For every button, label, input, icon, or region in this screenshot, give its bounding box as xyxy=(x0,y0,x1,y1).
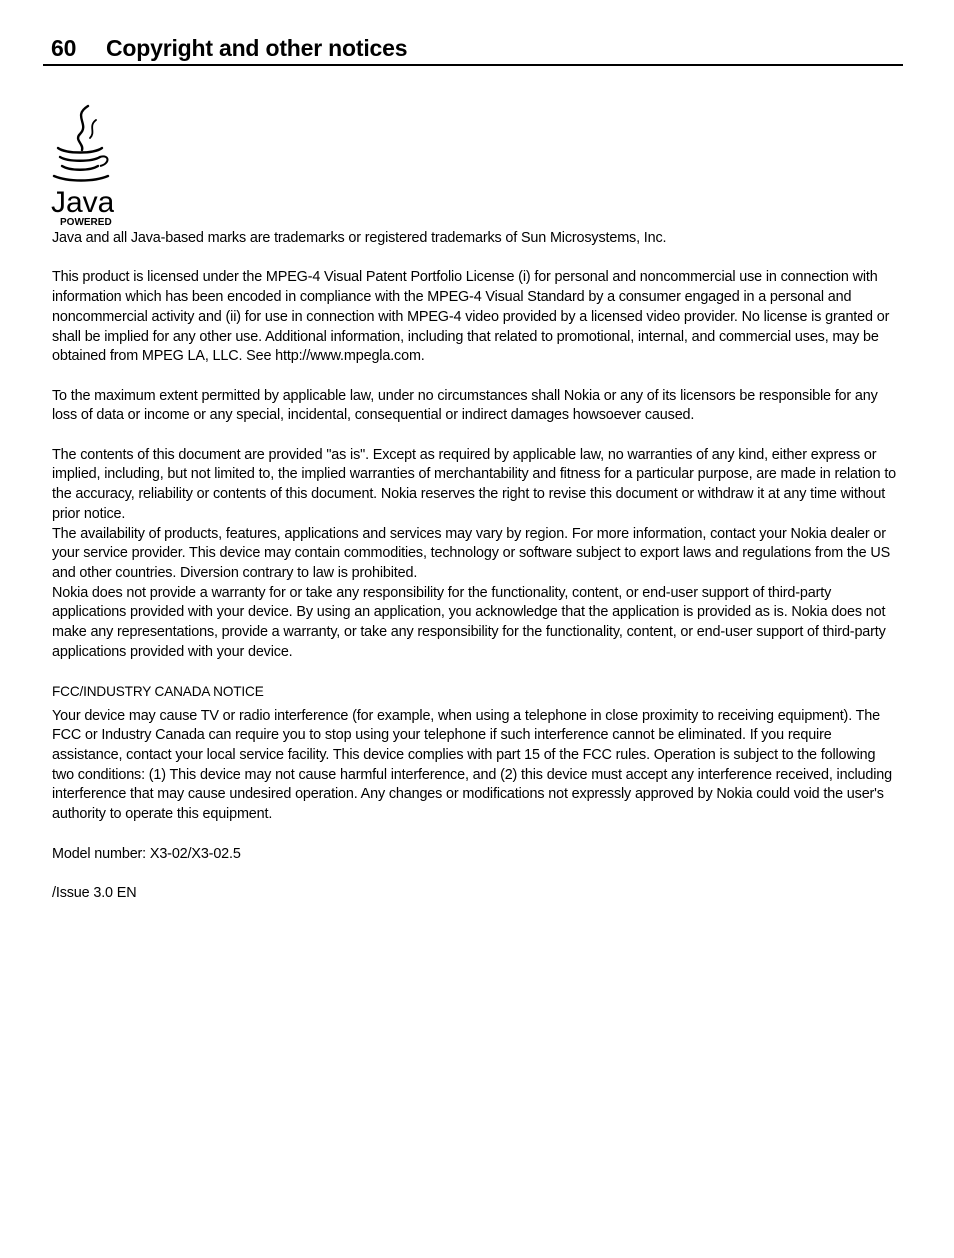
java-steam-mark-small xyxy=(90,120,96,138)
model-number: Model number: X3-02/X3-02.5 xyxy=(52,845,241,862)
java-powered-text: POWERED xyxy=(60,217,112,228)
third-party-paragraph: Nokia does not provide a warranty for or take any responsibility for the functionality, content, or end-user support of third-party applications provided with your device. By using an application, you acknowledge that the application is provided as is. Nokia does not make any representations, provide a warranty, or take any responsibility for the functionality, content, or end-user support of third-party applications provided with your device. xyxy=(52,584,886,660)
mpeg4-license-paragraph: This product is licensed under the MPEG-4 Visual Patent Portfolio License (i) for personal and noncommercial use in connection with information which has been encoded in compliance with the MPEG-4 Visual Standard by a consumer engaged in a personal and noncommercial activity and (ii) for use in connection with MPEG-4 video provided by a licensed video provider. No license is granted or shall be implied for any other use. Additional information, including that related to promotional, internal, and commercial uses, may be obtained from MPEG LA, LLC. See http://www.mpegla.com. xyxy=(52,269,890,365)
page-number: 60 xyxy=(51,35,77,61)
fcc-heading: FCC/INDUSTRY CANADA NOTICE xyxy=(52,684,264,700)
java-powered-logo xyxy=(50,104,114,228)
java-steam-mark xyxy=(78,106,88,150)
liability-paragraph: To the maximum extent permitted by applicable law, under no circumstances shall Nokia or any of its licensors be responsible for any loss of data or income or any special, incidental, consequential or indirect damages howsoever caused. xyxy=(52,387,878,424)
java-saucer xyxy=(54,176,108,181)
as-is-paragraph: The contents of this document are provided "as is". Except as required by applicable law, no warranties of any kind, either express or implied, including, but not limited to, the implied warranties of merchantability and fitness for a particular purpose, are made in relation to the accuracy, reliability or contents of this document. Nokia reserves the right to revise this document or withdraw it at any time without prior notice. xyxy=(52,446,897,522)
page-header xyxy=(43,30,903,66)
java-cup-band xyxy=(58,148,102,153)
notices-body xyxy=(52,229,897,904)
fcc-body-paragraph: Your device may cause TV or radio interference (for example, when using a telephone in close proximity to receiving equipment). The FCC or Industry Canada can require you to stop using your telephone if such interference cannot be eliminated. If you require assistance, contact your local service facility. This device complies with part 15 of the FCC rules. Operation is subject to the following two conditions: (1) This device may not cause harmful interference, and (2) this device must accept any interference received, including interference that may cause undesired operation. Any changes or modifications not expressly approved by Nokia could void the user's authority to operate this equipment. xyxy=(52,707,893,823)
page-title: Copyright and other notices xyxy=(106,35,408,61)
java-cup-handle xyxy=(100,156,108,166)
java-cup-band xyxy=(62,166,98,170)
availability-paragraph: The availability of products, features, applications and services may vary by region. For more information, contact your Nokia dealer or your service provider. This device may contain commodities, technology or software subject to export laws and regulations from the US and other countries. Diversion contrary to law is prohibited. xyxy=(52,525,891,581)
java-trademark-paragraph: Java and all Java-based marks are trademarks or registered trademarks of Sun Microsystems, Inc. xyxy=(52,230,667,246)
java-wordmark: Java xyxy=(51,186,114,219)
issue-number: /Issue 3.0 EN xyxy=(52,884,137,901)
java-cup-band xyxy=(60,157,100,161)
